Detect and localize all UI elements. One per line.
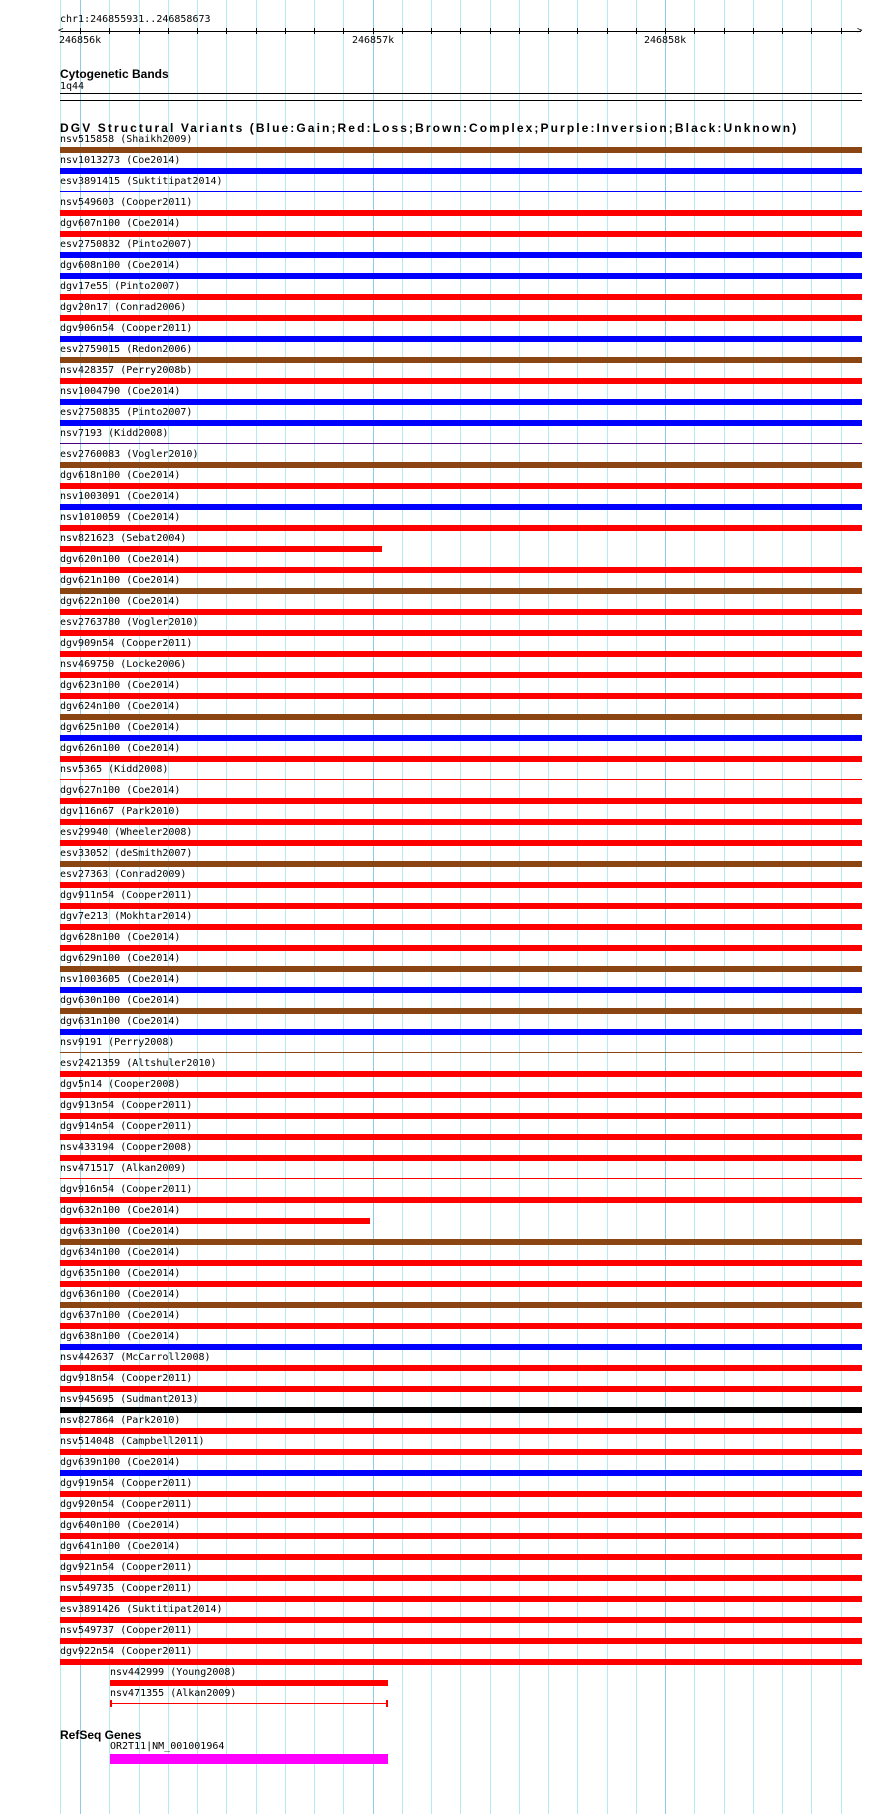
variant-row[interactable]: [0, 1582, 890, 1603]
variant-row[interactable]: [0, 1351, 890, 1372]
variant-bar-gain[interactable]: [60, 735, 862, 741]
variant-row[interactable]: [0, 1267, 890, 1288]
variant-label[interactable]: dgv20n17 (Conrad2006): [60, 302, 187, 313]
variant-row[interactable]: [0, 1057, 890, 1078]
variant-row[interactable]: [0, 910, 890, 931]
cyto-band-bottom-line: [60, 100, 862, 101]
variant-bar-loss[interactable]: [60, 756, 862, 762]
variant-row[interactable]: [0, 343, 890, 364]
variant-row[interactable]: [0, 700, 890, 721]
variant-bar-loss[interactable]: [60, 1218, 370, 1224]
variant-bar-loss[interactable]: [60, 1638, 862, 1644]
variant-row[interactable]: [0, 868, 890, 889]
variant-label[interactable]: nsv471517 (Alkan2009): [60, 1163, 187, 1174]
variant-label[interactable]: dgv635n100 (Coe2014): [60, 1268, 181, 1279]
ruler-tick: [402, 28, 403, 34]
variant-row[interactable]: [0, 658, 890, 679]
variant-label[interactable]: nsv9191 (Perry2008): [60, 1037, 175, 1048]
variant-row[interactable]: [0, 1456, 890, 1477]
variant-row[interactable]: [0, 1603, 890, 1624]
variant-row[interactable]: [0, 280, 890, 301]
variant-label[interactable]: nsv515858 (Shaikh2009): [60, 134, 193, 145]
ruler-tick: [841, 28, 842, 34]
variant-bar-loss[interactable]: [60, 1155, 862, 1161]
variant-bar-loss[interactable]: [60, 315, 862, 321]
variant-bar-loss[interactable]: [60, 840, 862, 846]
variant-label[interactable]: nsv471355 (Alkan2009): [110, 1688, 237, 1699]
variant-bar-loss[interactable]: [60, 1596, 862, 1602]
variant-bar-complex[interactable]: [60, 1239, 862, 1245]
variant-bar-loss[interactable]: [60, 672, 862, 678]
variant-bar-loss[interactable]: [60, 1449, 862, 1455]
variant-label[interactable]: esv3891415 (Suktitipat2014): [60, 176, 223, 187]
cyto-band-label[interactable]: 1q44: [60, 81, 85, 92]
ruler-tick: [431, 28, 432, 34]
variant-label[interactable]: dgv634n100 (Coe2014): [60, 1247, 181, 1258]
variant-label[interactable]: dgv624n100 (Coe2014): [60, 701, 181, 712]
ruler-tick: [519, 28, 520, 34]
variant-label[interactable]: nsv1010059 (Coe2014): [60, 512, 181, 523]
variant-label[interactable]: nsv1004790 (Coe2014): [60, 386, 181, 397]
variant-line-complex[interactable]: [60, 1052, 862, 1053]
variant-bar-loss[interactable]: [60, 1071, 862, 1077]
variant-row[interactable]: [0, 1519, 890, 1540]
variant-label[interactable]: esv27363 (Conrad2009): [60, 869, 187, 880]
variant-row[interactable]: [0, 805, 890, 826]
variant-row[interactable]: [0, 1162, 890, 1183]
scroll-left-arrow-icon[interactable]: <: [58, 26, 64, 36]
variant-bar-gain[interactable]: [60, 273, 862, 279]
variant-label[interactable]: dgv909n54 (Cooper2011): [60, 638, 193, 649]
cyto-band-top-line: [60, 93, 862, 94]
variant-label[interactable]: dgv920n54 (Cooper2011): [60, 1499, 193, 1510]
variant-row[interactable]: [0, 931, 890, 952]
variant-label[interactable]: dgv625n100 (Coe2014): [60, 722, 181, 733]
variant-label[interactable]: dgv631n100 (Coe2014): [60, 1016, 181, 1027]
ruler-tick-label: 246856k: [59, 35, 102, 46]
variant-row[interactable]: [0, 1099, 890, 1120]
variant-label[interactable]: dgv630n100 (Coe2014): [60, 995, 181, 1006]
variant-label[interactable]: dgv906n54 (Cooper2011): [60, 323, 193, 334]
variant-row[interactable]: [0, 973, 890, 994]
variant-row[interactable]: [0, 1645, 890, 1666]
variant-bar-loss[interactable]: [60, 1512, 862, 1518]
variant-row[interactable]: [0, 1204, 890, 1225]
variant-row[interactable]: [0, 490, 890, 511]
variant-row[interactable]: [0, 448, 890, 469]
variant-row[interactable]: [0, 637, 890, 658]
variant-label[interactable]: dgv919n54 (Cooper2011): [60, 1478, 193, 1489]
variant-row[interactable]: [0, 1036, 890, 1057]
refseq-track-title: RefSeq Genes: [60, 1728, 142, 1742]
variant-line-loss[interactable]: [110, 1703, 388, 1704]
variant-label[interactable]: dgv5n14 (Cooper2008): [60, 1079, 181, 1090]
variant-label[interactable]: dgv922n54 (Cooper2011): [60, 1646, 193, 1657]
variant-label[interactable]: dgv621n100 (Coe2014): [60, 575, 181, 586]
variant-label[interactable]: dgv641n100 (Coe2014): [60, 1541, 181, 1552]
variant-bar-gain[interactable]: [60, 987, 862, 993]
ruler-tick: [753, 28, 754, 34]
variant-row[interactable]: [0, 1015, 890, 1036]
variant-row[interactable]: [0, 595, 890, 616]
variant-label[interactable]: dgv914n54 (Cooper2011): [60, 1121, 193, 1132]
gene-label[interactable]: OR2T11|NM_001001964: [110, 1741, 225, 1752]
ruler-tick-label: 246857k: [352, 35, 395, 46]
variant-bar-loss[interactable]: [60, 1491, 862, 1497]
variant-bar-loss[interactable]: [60, 1659, 862, 1665]
variant-bar-complex[interactable]: [60, 1302, 862, 1308]
variant-bar-loss[interactable]: [60, 1575, 862, 1581]
variant-label[interactable]: dgv626n100 (Coe2014): [60, 743, 181, 754]
variant-bar-complex[interactable]: [60, 1008, 862, 1014]
variant-row[interactable]: [0, 1309, 890, 1330]
variant-row[interactable]: [0, 1246, 890, 1267]
variant-label[interactable]: dgv618n100 (Coe2014): [60, 470, 181, 481]
variant-bar-gain[interactable]: [60, 1470, 862, 1476]
variant-row[interactable]: [0, 826, 890, 847]
variant-row[interactable]: [0, 532, 890, 553]
variant-row[interactable]: [0, 469, 890, 490]
variant-label[interactable]: dgv637n100 (Coe2014): [60, 1310, 181, 1321]
variant-line-loss[interactable]: [60, 1178, 862, 1179]
variant-bar-complex[interactable]: [60, 714, 862, 720]
ruler-tick: [724, 28, 725, 34]
variant-bar-loss[interactable]: [60, 1365, 862, 1371]
variant-row[interactable]: [0, 952, 890, 973]
variant-row[interactable]: [0, 1561, 890, 1582]
variant-bar-loss[interactable]: [60, 903, 862, 909]
variant-row[interactable]: [0, 553, 890, 574]
variant-bar-loss[interactable]: [60, 546, 382, 552]
variant-label[interactable]: dgv916n54 (Cooper2011): [60, 1184, 193, 1195]
ruler-tick: [373, 28, 374, 34]
variant-bar-loss[interactable]: [60, 1260, 862, 1266]
variant-bar-loss[interactable]: [60, 210, 862, 216]
variant-line-loss[interactable]: [60, 779, 862, 780]
ruler-tick: [665, 28, 666, 34]
variant-label[interactable]: dgv638n100 (Coe2014): [60, 1331, 181, 1342]
dgv-track-title: DGV Structural Variants (Blue:Gain;Red:Loss;Brown:Complex;Purple:Inversion;Black:Unknown): [60, 121, 799, 135]
ruler-tick: [460, 28, 461, 34]
ruler-tick: [577, 28, 578, 34]
variant-label[interactable]: dgv608n100 (Coe2014): [60, 260, 181, 271]
variant-label[interactable]: nsv1003605 (Coe2014): [60, 974, 181, 985]
variant-row[interactable]: [0, 1120, 890, 1141]
variant-bar-gain[interactable]: [60, 252, 862, 258]
ruler-tick: [168, 28, 169, 34]
variant-bar-loss[interactable]: [60, 1533, 862, 1539]
variant-bar-complex[interactable]: [60, 588, 862, 594]
variant-label[interactable]: nsv433194 (Cooper2008): [60, 1142, 193, 1153]
variant-bar-loss[interactable]: [60, 1554, 862, 1560]
variant-label[interactable]: nsv442999 (Young2008): [110, 1667, 237, 1678]
variant-label[interactable]: esv2759015 (Redon2006): [60, 344, 193, 355]
variant-label[interactable]: dgv921n54 (Cooper2011): [60, 1562, 193, 1573]
variant-row[interactable]: [0, 196, 890, 217]
variant-label[interactable]: dgv913n54 (Cooper2011): [60, 1100, 193, 1111]
variant-label[interactable]: nsv549735 (Cooper2011): [60, 1583, 193, 1594]
ruler-tick: [548, 28, 549, 34]
variant-row[interactable]: [0, 1435, 890, 1456]
variant-bar-gain[interactable]: [60, 420, 862, 426]
variant-bar-loss[interactable]: [60, 945, 862, 951]
variant-row[interactable]: [0, 427, 890, 448]
variant-label[interactable]: nsv945695 (Sudmant2013): [60, 1394, 199, 1405]
variant-label[interactable]: nsv549737 (Cooper2011): [60, 1625, 193, 1636]
variant-bar-loss[interactable]: [60, 1428, 862, 1434]
ruler-tick: [782, 28, 783, 34]
variant-row[interactable]: [0, 259, 890, 280]
variant-row[interactable]: [0, 1687, 890, 1708]
variant-row[interactable]: [0, 238, 890, 259]
variant-row[interactable]: [0, 763, 890, 784]
variant-label[interactable]: nsv821623 (Sebat2004): [60, 533, 187, 544]
variant-bar-complex[interactable]: [60, 462, 862, 468]
variant-label[interactable]: dgv17e55 (Pinto2007): [60, 281, 181, 292]
variant-label[interactable]: esv2760083 (Vogler2010): [60, 449, 199, 460]
variant-label[interactable]: nsv1013273 (Coe2014): [60, 155, 181, 166]
variant-label[interactable]: dgv7e213 (Mokhtar2014): [60, 911, 193, 922]
variant-cap: [386, 1700, 388, 1707]
variant-row[interactable]: [0, 1393, 890, 1414]
variant-row[interactable]: [0, 1372, 890, 1393]
variant-row[interactable]: [0, 1414, 890, 1435]
variant-bar-loss[interactable]: [60, 231, 862, 237]
variant-bar-loss[interactable]: [110, 1680, 388, 1686]
variant-row[interactable]: [0, 847, 890, 868]
variant-label[interactable]: nsv442637 (McCarroll2008): [60, 1352, 211, 1363]
variant-bar-loss[interactable]: [60, 819, 862, 825]
variant-bar-complex[interactable]: [60, 861, 862, 867]
variant-line-inversion[interactable]: [60, 443, 862, 444]
variant-cap: [110, 1700, 112, 1707]
variant-label[interactable]: dgv620n100 (Coe2014): [60, 554, 181, 565]
cyto-track-title: Cytogenetic Bands: [60, 67, 169, 81]
variant-row[interactable]: [0, 994, 890, 1015]
ruler-tick: [285, 28, 286, 34]
variant-row[interactable]: [0, 364, 890, 385]
variant-label[interactable]: dgv633n100 (Coe2014): [60, 1226, 181, 1237]
variant-bar-loss[interactable]: [60, 1617, 862, 1623]
variant-label[interactable]: esv2750832 (Pinto2007): [60, 239, 193, 250]
variant-bar-gain[interactable]: [60, 168, 862, 174]
ruler-tick: [226, 28, 227, 34]
variant-label[interactable]: dgv622n100 (Coe2014): [60, 596, 181, 607]
variant-bar-gain[interactable]: [60, 399, 862, 405]
variant-row[interactable]: [0, 385, 890, 406]
variant-bar-loss[interactable]: [60, 609, 862, 615]
variant-row[interactable]: [0, 322, 890, 343]
variant-bar-loss[interactable]: [60, 630, 862, 636]
variant-row[interactable]: [0, 721, 890, 742]
variant-row[interactable]: [0, 1330, 890, 1351]
location-label: chr1:246855931..246858673: [60, 14, 211, 25]
variant-label[interactable]: nsv5365 (Kidd2008): [60, 764, 169, 775]
variant-label[interactable]: dgv627n100 (Coe2014): [60, 785, 181, 796]
variant-label[interactable]: nsv1003091 (Coe2014): [60, 491, 181, 502]
ruler-tick: [139, 28, 140, 34]
variant-label[interactable]: esv3891426 (Suktitipat2014): [60, 1604, 223, 1615]
variant-row[interactable]: [0, 574, 890, 595]
ruler-tick: [607, 28, 608, 34]
variant-label[interactable]: dgv640n100 (Coe2014): [60, 1520, 181, 1531]
variant-row[interactable]: [0, 1183, 890, 1204]
variant-bar-loss[interactable]: [60, 567, 862, 573]
variant-bar-loss[interactable]: [60, 693, 862, 699]
variant-row[interactable]: [0, 889, 890, 910]
variant-bar-gain[interactable]: [60, 336, 862, 342]
variant-row[interactable]: [0, 1225, 890, 1246]
variant-row[interactable]: [0, 1141, 890, 1162]
scroll-right-arrow-icon[interactable]: >: [857, 26, 863, 36]
variant-label[interactable]: dgv639n100 (Coe2014): [60, 1457, 181, 1468]
variant-bar-unknown[interactable]: [60, 1407, 862, 1413]
variant-label[interactable]: esv2763780 (Vogler2010): [60, 617, 199, 628]
variant-row[interactable]: [0, 1540, 890, 1561]
ruler-tick: [80, 28, 81, 34]
variant-label[interactable]: esv33052 (deSmith2007): [60, 848, 193, 859]
variant-bar-loss[interactable]: [60, 378, 862, 384]
variant-label[interactable]: nsv827864 (Park2010): [60, 1415, 181, 1426]
variant-bar-gain[interactable]: [60, 1344, 862, 1350]
variant-bar-gain[interactable]: [60, 1029, 862, 1035]
variant-row[interactable]: [0, 679, 890, 700]
ruler-tick: [256, 28, 257, 34]
variant-label[interactable]: dgv911n54 (Cooper2011): [60, 890, 193, 901]
variant-label[interactable]: dgv607n100 (Coe2014): [60, 218, 181, 229]
ruler-tick: [314, 28, 315, 34]
variant-label[interactable]: dgv632n100 (Coe2014): [60, 1205, 181, 1216]
ruler-tick-label: 246858k: [644, 35, 687, 46]
variant-line-gain[interactable]: [60, 191, 862, 192]
variant-label[interactable]: nsv469750 (Locke2006): [60, 659, 187, 670]
ruler-tick: [811, 28, 812, 34]
ruler-tick: [694, 28, 695, 34]
ruler-tick: [343, 28, 344, 34]
variant-row[interactable]: [0, 1288, 890, 1309]
variant-row[interactable]: [0, 784, 890, 805]
variant-label[interactable]: dgv629n100 (Coe2014): [60, 953, 181, 964]
variant-bar-loss[interactable]: [60, 798, 862, 804]
variant-label[interactable]: esv2421359 (Altshuler2010): [60, 1058, 217, 1069]
variant-label[interactable]: nsv549603 (Cooper2011): [60, 197, 193, 208]
ruler-axis: [61, 31, 861, 32]
variant-bar-complex[interactable]: [60, 357, 862, 363]
variant-label[interactable]: dgv628n100 (Coe2014): [60, 932, 181, 943]
variant-bar-loss[interactable]: [60, 1323, 862, 1329]
variant-row[interactable]: [0, 511, 890, 532]
variant-row[interactable]: [0, 742, 890, 763]
variant-row[interactable]: [0, 1666, 890, 1687]
variant-bar-loss[interactable]: [60, 1134, 862, 1140]
variant-bar-loss[interactable]: [60, 924, 862, 930]
variant-label[interactable]: nsv514048 (Campbell2011): [60, 1436, 205, 1447]
variant-row[interactable]: [0, 301, 890, 322]
variant-row[interactable]: [0, 1498, 890, 1519]
variant-row[interactable]: [0, 1477, 890, 1498]
variant-row[interactable]: [0, 217, 890, 238]
variant-bar-loss[interactable]: [60, 1113, 862, 1119]
variant-bar-loss[interactable]: [60, 1281, 862, 1287]
variant-label[interactable]: nsv428357 (Perry2008b): [60, 365, 193, 376]
variant-bar-loss[interactable]: [60, 525, 862, 531]
variant-row[interactable]: [0, 1624, 890, 1645]
variant-bar-loss[interactable]: [60, 483, 862, 489]
variant-bar-loss[interactable]: [60, 882, 862, 888]
variant-label[interactable]: esv29940 (Wheeler2008): [60, 827, 193, 838]
gene-bar[interactable]: [110, 1754, 388, 1764]
variant-row[interactable]: [0, 133, 890, 154]
variant-row[interactable]: [0, 1078, 890, 1099]
variant-bar-gain[interactable]: [60, 504, 862, 510]
variant-bar-loss[interactable]: [60, 651, 862, 657]
ruler-tick: [490, 28, 491, 34]
variant-row[interactable]: [0, 154, 890, 175]
variant-bar-loss[interactable]: [60, 294, 862, 300]
ruler-tick: [636, 28, 637, 34]
variant-row[interactable]: [0, 616, 890, 637]
ruler-tick: [109, 28, 110, 34]
variant-label[interactable]: dgv918n54 (Cooper2011): [60, 1373, 193, 1384]
variant-row[interactable]: [0, 175, 890, 196]
variant-bar-loss[interactable]: [60, 1092, 862, 1098]
variant-bar-complex[interactable]: [60, 966, 862, 972]
variant-bar-loss[interactable]: [60, 1197, 862, 1203]
variant-bar-complex[interactable]: [60, 147, 862, 153]
variant-label[interactable]: dgv623n100 (Coe2014): [60, 680, 181, 691]
variant-bar-loss[interactable]: [60, 1386, 862, 1392]
variant-label[interactable]: esv2750835 (Pinto2007): [60, 407, 193, 418]
variant-row[interactable]: [0, 406, 890, 427]
variant-label[interactable]: dgv116n67 (Park2010): [60, 806, 181, 817]
variant-label[interactable]: nsv7193 (Kidd2008): [60, 428, 169, 439]
variant-label[interactable]: dgv636n100 (Coe2014): [60, 1289, 181, 1300]
ruler-tick: [197, 28, 198, 34]
